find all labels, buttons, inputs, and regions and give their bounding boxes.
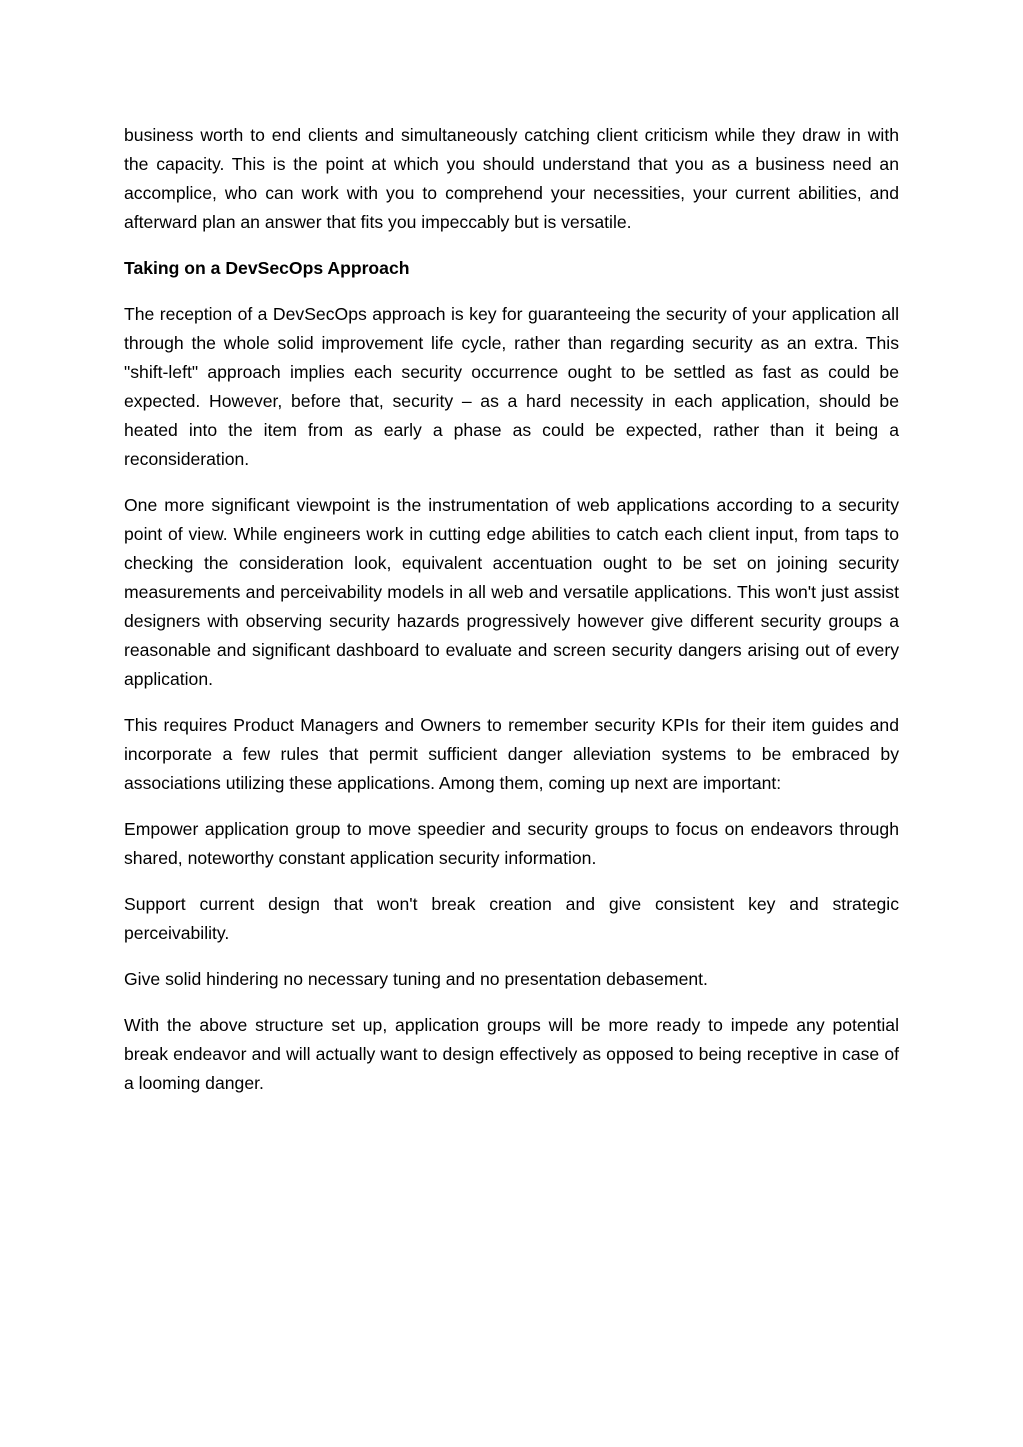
- section-heading: Taking on a DevSecOps Approach: [124, 258, 410, 278]
- paragraph-support: Support current design that won't break creation and give consistent key and strategic perceivability.: [124, 894, 899, 943]
- document-body: [124, 121, 899, 1115]
- paragraph-product-managers: This requires Product Managers and Owners to remember security KPIs for their item guides and incorporate a few rules that permit sufficient danger alleviation systems to be embraced by associations utilizing these applications. Among them, coming up next are important:: [124, 715, 899, 793]
- paragraph-conclusion: With the above structure set up, application groups will be more ready to impede any potential break endeavor and will actually want to design effectively as opposed to being receptive in case of a looming danger.: [124, 1015, 899, 1093]
- paragraph-instrumentation: One more significant viewpoint is the instrumentation of web applications according to a security point of view. While engineers work in cutting edge abilities to catch each client input, from taps to checking the consideration look, equivalent accentuation ought to be set on joining security measurements and perceivability models in all web and versatile applications. This won't just assist designers with observing security hazards progressively however give different security groups a reasonable and significant dashboard to evaluate and screen security dangers arising out of every application.: [124, 495, 899, 689]
- paragraph-devsecops-reception: The reception of a DevSecOps approach is key for guaranteeing the security of your application all through the whole solid improvement life cycle, rather than regarding security as an extra. This "shift-left" approach implies each security occurrence ought to be settled as fast as could be expected. However, before that, security – as a hard necessity in each application, should be heated into the item from as early a phase as could be expected, rather than it being a reconsideration.: [124, 304, 899, 469]
- paragraph-give: Give solid hindering no necessary tuning and no presentation debasement.: [124, 969, 708, 989]
- paragraph-empower: Empower application group to move speedier and security groups to focus on endeavors through shared, noteworthy constant application security information.: [124, 819, 899, 868]
- intro-paragraph: business worth to end clients and simultaneously catching client criticism while they draw in with the capacity. This is the point at which you should understand that you as a business need an accomplice, who can work with you to comprehend your necessities, your current abilities, and afterward plan an answer that fits you impeccably but is versatile.: [124, 125, 899, 232]
